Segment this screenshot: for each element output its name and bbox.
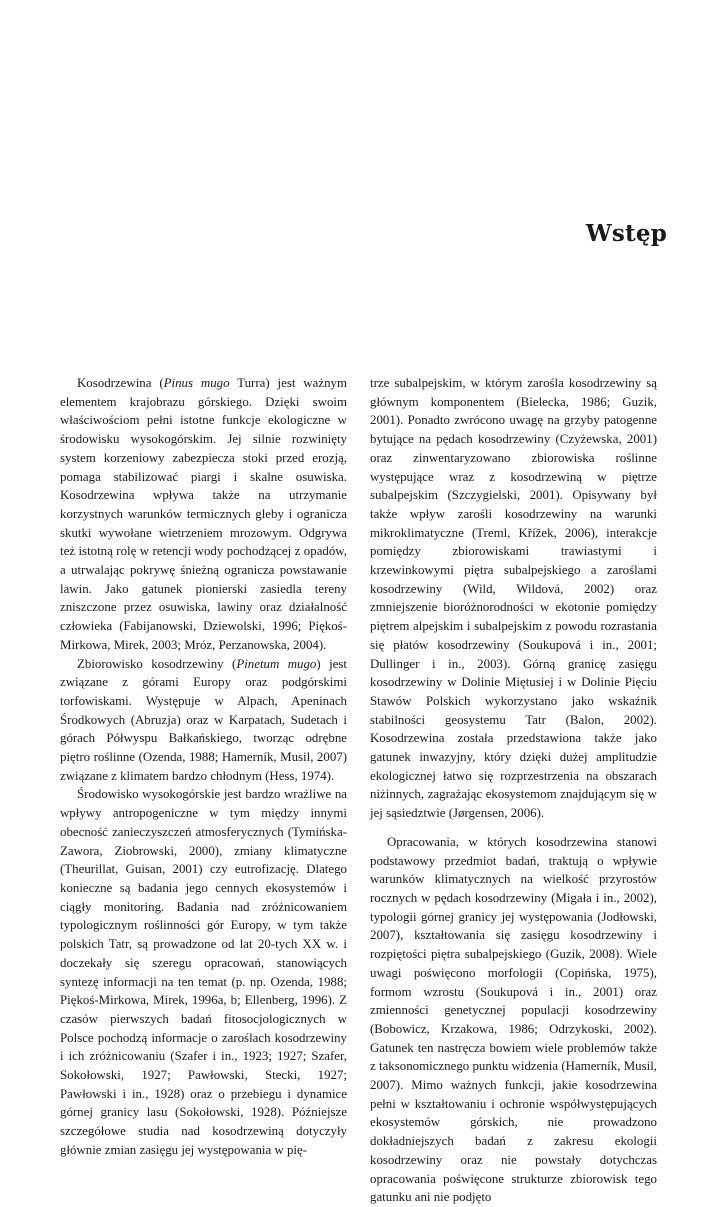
paragraph (60, 785, 347, 1159)
text-span: ) jest związane z górami Europy oraz podgórskimi torfowiskami. Występuje w Alpach, Apeninach Środkowych (Abruzja) oraz w Karpatach, Sudetach i górach Półwyspu Bałkańskiego, tworząc odrębne piętro roślinne (Ozenda, 1988; Hamerník, Musil, 2007) związane z klimatem bardzo chłodnym (Hess, 1974). (60, 656, 347, 783)
paragraph (60, 655, 347, 786)
right-column (370, 374, 657, 1207)
species-name: Pinus mugo (163, 376, 230, 390)
text-span: Środowisko wysokogórskie jest bardzo wrażliwe na wpływy antropogeniczne w tym między innymi obecność zanieczyszczeń atmosferycznych (Tymińska-Zawora, Ziobrowski, 2000), zmiany klimatyczne (Theurillat, Guisan, 2001) czy eutrofizację. Dlatego konieczne są badania jego cennych ekosystemów i ciągły monitoring. Badania nad zróżnicowaniem typologicznym roślinności gór Europy, w tym także polskich Tatr, są prowadzone od lat 20-tych XX w. i doczekały się szeregu opracowań, stanowiących syntezę informacji na ten temat (p. np. Ozenda, 1988; Piękoś-Mirkowa, Mirek, 1996a, b; Ellenberg, 1996). Z czasów pierwszych badań fitosocjologicznych w Polsce pochodzą informacje o zaroślach kosodrzewiny i ich zróżnicowaniu (Szafer i in., 1923; 1927; Szafer, Sokołowski, 1927; Pawłowski, Stecki, 1927; Pawłowski i in., 1928) oraz o przebiegu i dynamice górnej granicy lasu (Sokołowski, 1928). Późniejsze szczegółowe studia nad kosodrzewiną dotyczyły głównie zmian zasięgu jej występowania w pię- (60, 787, 347, 1157)
text-span: Kosodrzewina ( (77, 376, 164, 390)
community-name: Pinetum mugo (236, 656, 317, 671)
paragraph: Opracowania, w których kosodrzewina stanowi podstawowy przedmiot badań, traktują o wpływie warunków klimatycznych na wielkość przyrostów rocznych w pędach kosodrzewiny (Migała i in., 2002), typologii górnej granicy jej występowania (Jodłowski, 2007), kształtowania się zasięgu kosodrzewiny i rozpiętości piętra subalpejskiego (Guzik, 2008). Wiele uwagi poświęcono morfologii (Copińska, 1975), formom wzrostu (Soukupová i in., 2001) oraz zmienności genetycznej populacji kosodrzewiny (Bobowicz, Krzakowa, 1986; Odrzykoski, 2002). Gatunek ten nastręcza bowiem wiele problemów także z taksonomicznego punktu widzenia (Hamerník, Musil, 2007). Mimo ważnych funkcji, jakie kosodrzewina pełni w kształtowaniu i ochronie współwystępujących ekosystemów górskich, nie prowadzono dokładniejszych badań z zakresu ekologii kosodrzewiny oraz nie powstały dotychczas opracowania poświęcone strukturze zbiorowisk tego gatunku ani nie podjęto (370, 834, 657, 1205)
left-column (60, 374, 347, 1160)
section-heading: Wstęp (585, 220, 667, 247)
paragraph (60, 374, 347, 655)
text-span: Zbiorowisko kosodrzewiny ( (77, 656, 237, 671)
paragraph: trze subalpejskim, w którym zarośla kosodrzewiny są głównym komponentem (Bielecka, 1986; Guzik, 2001). Ponadto zwrócono uwagę na grzyby patogenne bytujące na pędach kosodrzewiny (Czyżewska, 2001) oraz zinwentaryzowano zbiorowiska roślinne występujące wraz z kosodrzewiną w piętrze subalpejskim (Szczygielski, 2001). Opisywany był także wpływ zarośli kosodrzewiny na warunki mikroklimatyczne (Treml, Křížek, 2006), interakcje pomiędzy zbiorowiskami trawiastymi i krzewinkowymi piętra subalpejskiego a zaroślami kosodrzewiny (Wild, Wildová, 2002) oraz zmniejszenie bioróżnorodności w ekotonie pomiędzy piętrem alpejskim i subalpejskim z powodu rozrastania się płatów kosodrzewiny (Soukupová i in., 2001; Dullinger i in., 2003). Górną granicę zasięgu kosodrzewiny w Dolinie Miętusiej i w Dolinie Pięciu Stawów Polskich wykorzystano jako wskaźnik stabilności geosystemu Tatr (Balon, 2002). Kosodrzewina została przedstawiona także jako gatunek inwazyjny, który dzięki dużej amplitudzie ekologicznej łatwo się rozprzestrzenia na obszarach niżinnych, zagrażając ekosystemom znajdującym się w jej sąsiedztwie (Jørgensen, 2006). (370, 376, 657, 821)
text-span: Turra) jest ważnym elementem krajobrazu górskiego. Dzięki swoim właściwościom pełni istotne funkcje ekologiczne w środowisku wysokogórskim. Jej silnie rozwinięty system korzeniowy zabezpiecza stoki przed erozją, pomaga stabilizować piargi i skalne osuwiska. Kosodrzewina wpływa także na utrzymanie korzystnych warunków termicznych gleby i ogranicza skutki wywołane wietrzeniem mrozowym. Odgrywa też istotną rolę w retencji wody pochodzącej z opadów, a utrwalając pokrywę śnieżną ogranicza powstawanie lawin. Jako gatunek pionierski zasiedla tereny zniszczone przez osuwiska, lawiny oraz działalność człowieka (Fabijanowski, Dziewolski, 1996; Piękoś-Mirkowa, Mirek, 2003; Mróz, Perzanowska, 2004). (60, 376, 347, 652)
